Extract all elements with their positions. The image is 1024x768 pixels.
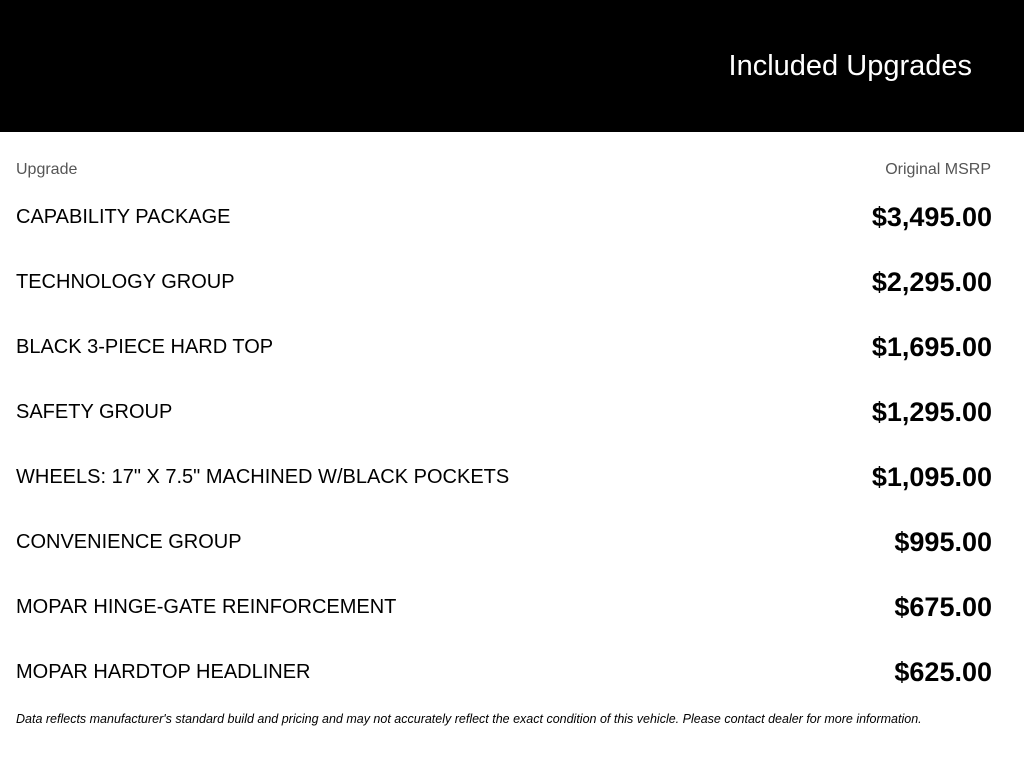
- column-header-upgrade: Upgrade: [16, 161, 78, 178]
- upgrade-price: $1,295.00: [871, 397, 992, 427]
- column-headers: [16, 160, 991, 180]
- upgrade-price: $1,695.00: [871, 332, 992, 362]
- upgrade-name: CONVENIENCE GROUP: [16, 531, 242, 553]
- page-title: Included Upgrades: [728, 50, 972, 82]
- upgrade-name: WHEELS: 17" X 7.5" MACHINED W/BLACK POCKETS: [16, 466, 510, 488]
- upgrade-name: MOPAR HARDTOP HEADLINER: [16, 661, 311, 683]
- upgrade-name: SAFETY GROUP: [16, 401, 173, 423]
- upgrade-name: CAPABILITY PACKAGE: [16, 206, 231, 228]
- upgrade-row: [16, 315, 992, 380]
- upgrade-price: $675.00: [894, 592, 992, 622]
- upgrade-row: [16, 640, 992, 705]
- header-banner: [0, 0, 1024, 132]
- upgrade-name: MOPAR HINGE-GATE REINFORCEMENT: [16, 596, 397, 618]
- upgrade-row: [16, 510, 992, 575]
- upgrade-row: [16, 575, 992, 640]
- upgrade-row: [16, 380, 992, 445]
- upgrade-row: [16, 250, 992, 315]
- upgrade-row: [16, 445, 992, 510]
- disclaimer-text: Data reflects manufacturer's standard build and pricing and may not accurately reflect the exact condition of this vehicle. Please contact dealer for more information.: [16, 712, 922, 726]
- upgrade-price: $625.00: [894, 657, 992, 687]
- upgrades-list: [16, 185, 992, 705]
- upgrade-row: [16, 185, 992, 250]
- upgrade-name: BLACK 3-PIECE HARD TOP: [16, 336, 274, 358]
- upgrade-name: TECHNOLOGY GROUP: [16, 271, 235, 293]
- upgrade-price: $995.00: [894, 527, 992, 557]
- column-header-msrp: Original MSRP: [885, 161, 991, 178]
- upgrade-price: $2,295.00: [871, 267, 992, 297]
- upgrade-price: $1,095.00: [871, 462, 992, 492]
- upgrade-price: $3,495.00: [871, 202, 992, 232]
